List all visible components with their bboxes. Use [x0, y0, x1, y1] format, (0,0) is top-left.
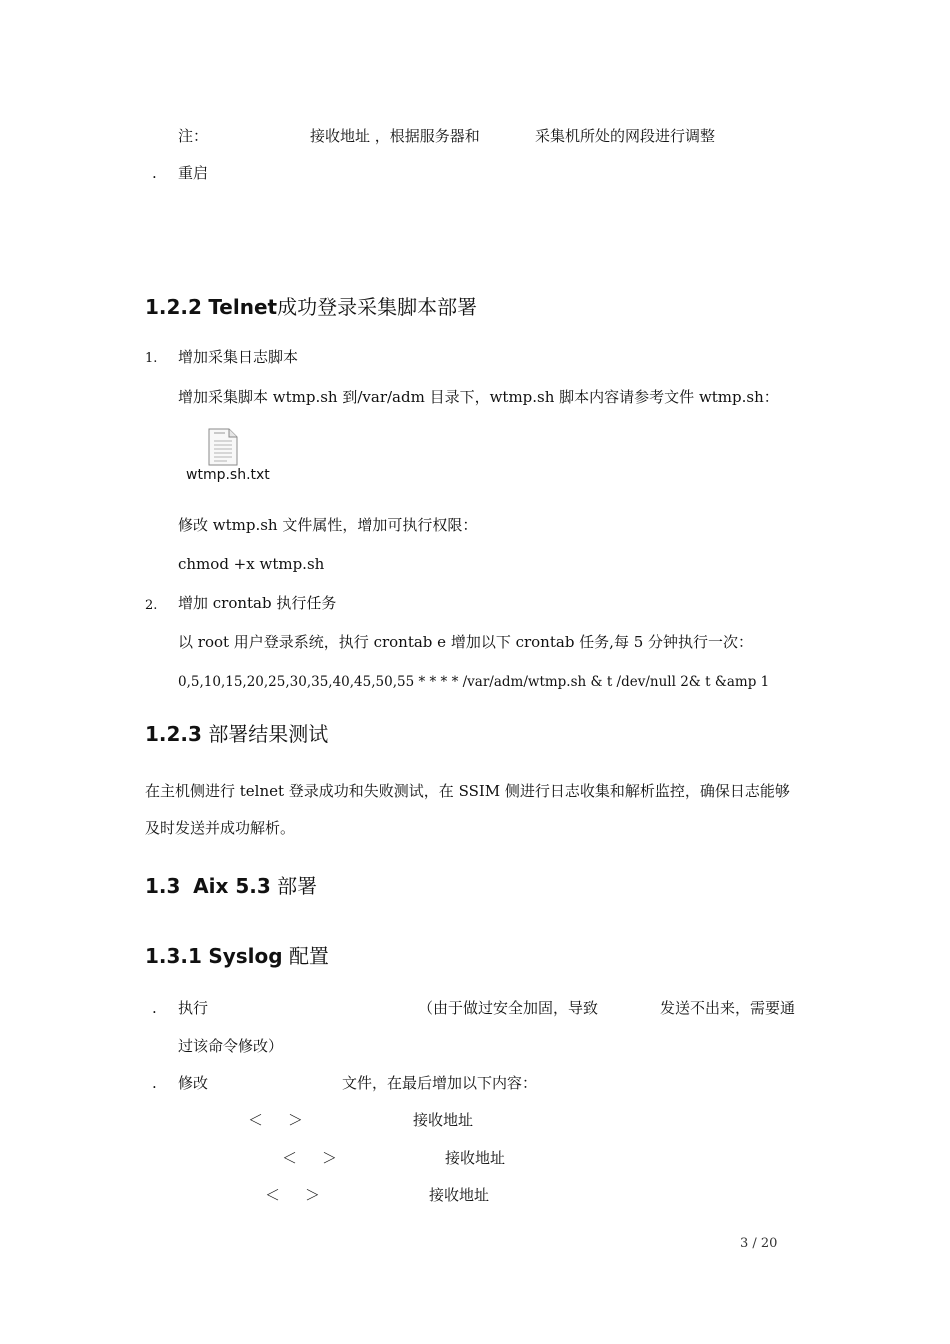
note-text-end: 采集机所处的网段进行调整 — [535, 127, 716, 145]
item1-title: 增加采集日志脚本 — [178, 348, 299, 366]
restart-bullet: . — [152, 164, 157, 182]
config-row-3-label: 接收地址 — [429, 1186, 490, 1204]
section-heading-1-2-3 — [145, 721, 328, 747]
step1-mid: （由于做过安全加固，导致 — [418, 999, 599, 1017]
crontab-line: 0,5,10,15,20,25,30,35,40,45,50,55 * * * * /var/adm/wtmp.sh & t /dev/null 2& t &amp 1 — [178, 674, 770, 690]
text-file-icon[interactable] — [207, 428, 239, 466]
config-row-3-open-bracket: ＜ — [265, 1186, 281, 1204]
heading-number: 1.2.3 — [145, 722, 202, 746]
note-text-mid: 接收地址 ，根据服务器和 — [310, 127, 480, 145]
section-heading-1-3-1 — [145, 943, 329, 969]
attachment-filename[interactable]: wtmp.sh.txt — [186, 467, 270, 483]
config-row-2-label: 接收地址 — [445, 1149, 506, 1167]
config-row-2-open-bracket: ＜ — [282, 1149, 298, 1167]
step1-end: 发送不出来，需要通 — [660, 999, 796, 1017]
step2-bullet: . — [152, 1074, 157, 1092]
note-label: 注： — [178, 127, 209, 145]
chmod-command: chmod +x wtmp.sh — [178, 555, 325, 573]
step1-line2: 过该命令修改） — [178, 1037, 284, 1055]
heading-english: Telnet — [208, 295, 278, 319]
test-paragraph-line1: 在主机侧进行 telnet 登录成功和失败测试，在 SSIM 侧进行日志收集和解析监控，确保日志能够 — [145, 782, 790, 800]
heading-chinese: 成功登录采集脚本部署 — [277, 295, 478, 319]
step2-text: 修改 — [178, 1074, 209, 1092]
step2-end: 文件，在最后增加以下内容： — [342, 1074, 538, 1092]
heading-number: 1.3 — [145, 874, 181, 898]
section-heading-1-2-2 — [145, 294, 477, 320]
step1-text: 执行 — [178, 999, 209, 1017]
heading-number: 1.2.2 — [145, 295, 202, 319]
modify-permission-text: 修改 wtmp.sh 文件属性，增加可执行权限： — [178, 516, 478, 534]
heading-number: 1.3.1 — [145, 944, 202, 968]
config-row-1-open-bracket: ＜ — [248, 1111, 264, 1129]
list-number-2: 2. — [145, 598, 158, 613]
heading-chinese: 部署 — [277, 874, 318, 898]
item2-title: 增加 crontab 执行任务 — [178, 594, 337, 612]
step1-bullet: . — [152, 999, 157, 1017]
heading-english: Aix 5.3 — [193, 874, 271, 898]
config-row-3-close-bracket: ＞ — [305, 1186, 321, 1204]
list-number-1: 1. — [145, 351, 158, 366]
test-paragraph-line2: 及时发送并成功解析。 — [145, 819, 296, 837]
config-row-1-label: 接收地址 — [413, 1111, 474, 1129]
config-row-2-close-bracket: ＞ — [322, 1149, 338, 1167]
config-row-1-close-bracket: ＞ — [288, 1111, 304, 1129]
page-number: 3 / 20 — [740, 1236, 778, 1251]
heading-chinese: 部署结果测试 — [208, 722, 329, 746]
item1-description: 增加采集脚本 wtmp.sh 到/var/adm 目录下，wtmp.sh 脚本内容请参考文件 wtmp.sh： — [178, 388, 779, 406]
section-heading-1-3 — [145, 873, 317, 899]
item2-description: 以 root 用户登录系统，执行 crontab e 增加以下 crontab 任务,每 5 分钟执行一次： — [178, 633, 754, 651]
heading-chinese: 配置 — [288, 944, 329, 968]
heading-english: Syslog — [208, 944, 283, 968]
restart-text: 重启 — [178, 164, 209, 182]
